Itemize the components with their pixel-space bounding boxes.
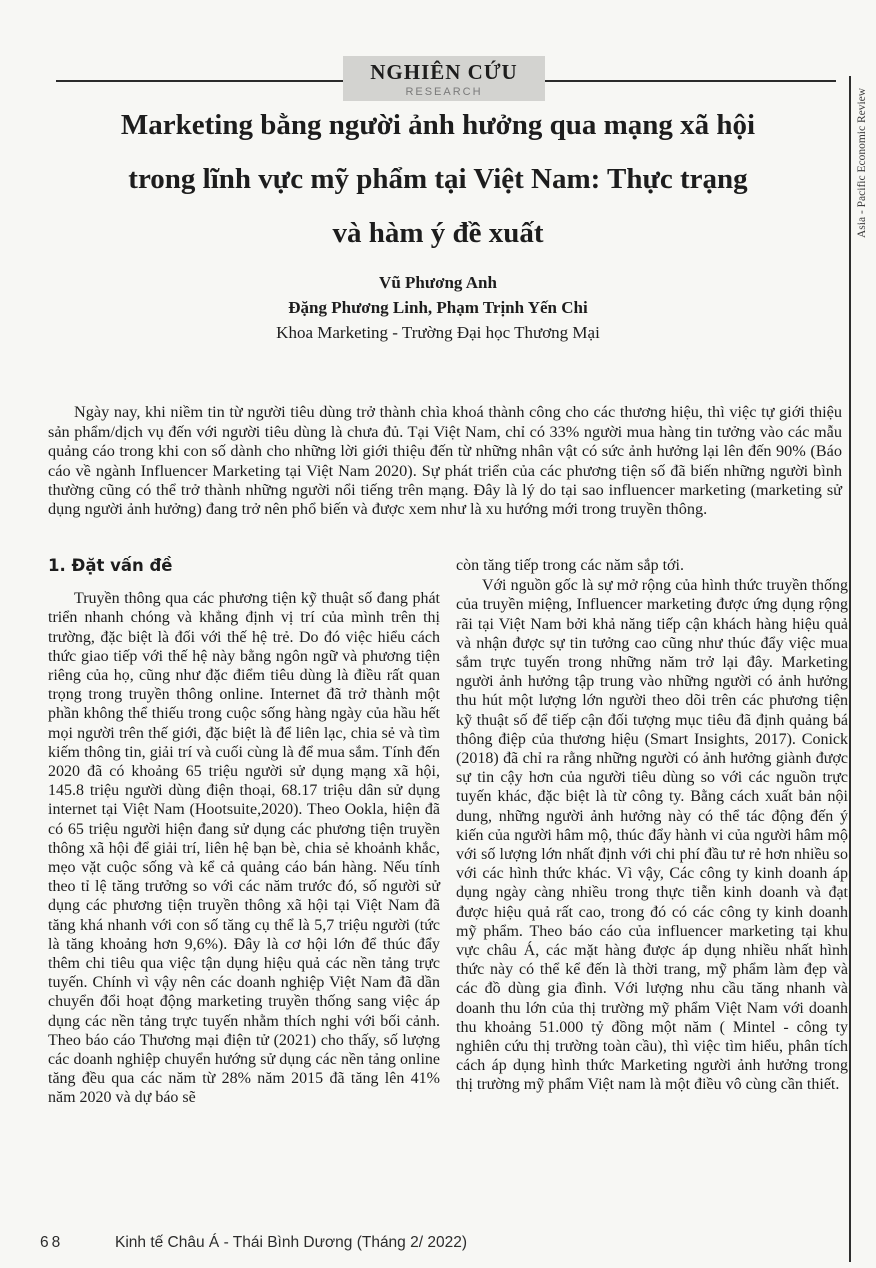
left-column-paragraph: Truyền thông qua các phương tiện kỹ thuật số đang phát triển nhanh chóng và khẳng định vị trí của mình trên thị trường, đặc biệt là đối với thế hệ trẻ. Do đó việc hiểu cách thức giao tiếp với thế hệ này bằng ngôn ngữ và phương tiện riêng của họ, cũng như đặc điểm tiêu dùng là điều rất quan trọng trong truyền thông online. Internet đã trở thành một phần không thể thiếu trong cuộc sống hàng ngày của hầu hết mọi người trên thế giới, đặc biệt là để liên lạc, chia sẻ và tìm kiếm thông tin, giải trí và cuối cùng là để mua sắm. Tính đến 2020 đã có khoảng 65 triệu người sử dụng mạng xã hội, 145.8 triệu người dùng điện thoại, 68.17 triệu dân sử dụng internet tại Việt Nam (Hootsuite,2020). Theo Ookla, hiện đã có 65 triệu người hiện đang sử dụng các phương tiện truyền thông xã hội để giải trí, liên hệ bạn bè, chia sẻ khoảnh khắc, mẹo vặt cuộc sống và kể cả quảng cáo bán hàng. Nếu tính theo tỉ lệ tăng trưởng so với các năm trước đó, số người sử dụng các phương tiện truyền thông xã hội tại Việt Nam đã tăng khá nhanh với con số tăng cụ thể là 5,7 triệu người (tức là tăng khoảng hơn 9,6%). Đây là cơ hội lớn để thúc đẩy thêm chi tiêu qua việc tận dụng hiệu quả các nền tảng trực tuyến. Chính vì vậy nên các doanh nghiệp Việt Nam đã dần chuyển đổi hoạt động marketing truyền thống sang việc áp dụng các nền tảng trực tuyến nhằm thích nghi với bối cảnh. Theo báo cáo Thương mại điện tử (2021) cho thấy, số lượng các doanh nghiệp chuyển hướng sử dụng các nền tảng online tăng đều qua các năm từ 28% năm 2015 đã tăng lên 41% năm 2020 và dự báo sẽ — [48, 590, 440, 1107]
page-footer — [0, 1234, 876, 1264]
title-line-3: và hàm ý đề xuất — [332, 217, 544, 249]
section-badge — [343, 56, 545, 101]
journal-footer-line: Kinh tế Châu Á - Thái Bình Dương (Tháng 2/ 2022) — [115, 1234, 467, 1251]
page-number: 68 — [40, 1234, 64, 1251]
right-column — [456, 556, 848, 1108]
article-title — [46, 98, 830, 260]
left-column — [48, 556, 440, 1108]
title-line-1: Marketing bằng người ảnh hưởng qua mạng xã hội — [120, 109, 756, 141]
author-name-primary: Vũ Phương Anh — [379, 273, 497, 292]
right-border-rule — [849, 76, 851, 1262]
right-column-continuation: còn tăng tiếp trong các năm sắp tới. — [456, 557, 684, 574]
section-label-vi: NGHIÊN CỨU — [370, 60, 518, 84]
abstract-paragraph: Ngày nay, khi niềm tin từ người tiêu dùng trở thành chìa khoá thành công cho các thương hiệu, thì việc tự giới thiệu sản phẩm/dịch vụ đến với người tiêu dùng là chưa đủ. Tại Việt Nam, chỉ có 33% người mua hàng tin tưởng vào các mẫu quảng cáo trong khi con số dành cho những lời giới thiệu đến từ những nhân vật có sức ảnh hưởng lại lên đến 90% (Báo cáo về ngành Influencer Marketing tại Việt Nam 2020). Sự phát triển của các phương tiện số đã biến những người bình thường cũng có thể trở thành những người nổi tiếng trên mạng. Đây là lý do tại sao influencer marketing (marketing sử dụng người ảnh hưởng) đang trở nên phổ biến và được xem như là xu hướng mới trong truyền thông. — [48, 402, 842, 519]
section-label-en: RESEARCH — [405, 86, 483, 98]
title-line-2: trong lĩnh vực mỹ phẩm tại Việt Nam: Thực trạng — [128, 163, 748, 195]
section-1-heading: 1. Đặt vấn đề — [48, 556, 173, 575]
right-column-paragraph: Với nguồn gốc là sự mở rộng của hình thức truyền thống của truyền miệng, Influencer marketing được ứng dụng rộng rãi tại Việt Nam bởi khả năng tiếp cận khách hàng hiệu quả và nhận được sự tin tưởng cao cũng như thúc đẩy việc mua sắm trực tuyến trong những năm trở lại đây. Marketing người ảnh hưởng tập trung vào những người có ảnh hưởng thu hút một lượng lớn người theo dõi trên các phương tiện kỹ thuật số để tiếp cận đối tượng mục tiêu đã định quảng bá thông điệp của thương hiệu (Smart Insights, 2017). Conick (2018) đã chỉ ra rằng những người có ảnh hưởng giành được sự tin cậy hơn của người tiêu dùng so với các nguồn trực tuyến khác, đặc biệt là từ công ty. Bằng cách xuất bản nội dung, những người ảnh hưởng này có thể tác động đến ý kiến của người hâm mộ, thúc đẩy hành vi của người hâm mộ với số lượng lớn nhất định với chi phí đầu tư rẻ hơn nhiều so với các hình thức khác. Vì vậy, Các công ty kinh doanh áp dụng ngày càng nhiều trong thực tiễn kinh doanh và đạt được hiệu quả rất cao, trong đó có các công ty kinh doanh mỹ phẩm. Theo báo cáo của influencer marketing tại khu vực châu Á, các mặt hàng được áp dụng nhiều nhất hình thức này có thể kể đến là thời trang, mỹ phẩm làm đẹp và các đồ dùng gia đình. Với lượng nhu cầu tăng nhanh và doanh thu lớn của thị trường mỹ phẩm Việt Nam với doanh thu khoảng 51.000 tỷ đồng một năm ( Mintel - công ty nghiên cứu thị trường toàn cầu), thì việc tìm hiểu, phân tích cách áp dụng hình thức Marketing người ảnh hưởng trong thị trường mỹ phẩm Việt nam là một điều vô cùng cần thiết. — [456, 577, 848, 1094]
journal-side-label: Asia - Pacific Economic Review — [856, 87, 868, 238]
authors-block — [0, 270, 876, 345]
author-names-secondary: Đặng Phương Linh, Phạm Trịnh Yến Chi — [288, 298, 588, 317]
author-affiliation: Khoa Marketing - Trường Đại học Thương Mại — [276, 323, 600, 342]
body-columns — [48, 556, 848, 1108]
